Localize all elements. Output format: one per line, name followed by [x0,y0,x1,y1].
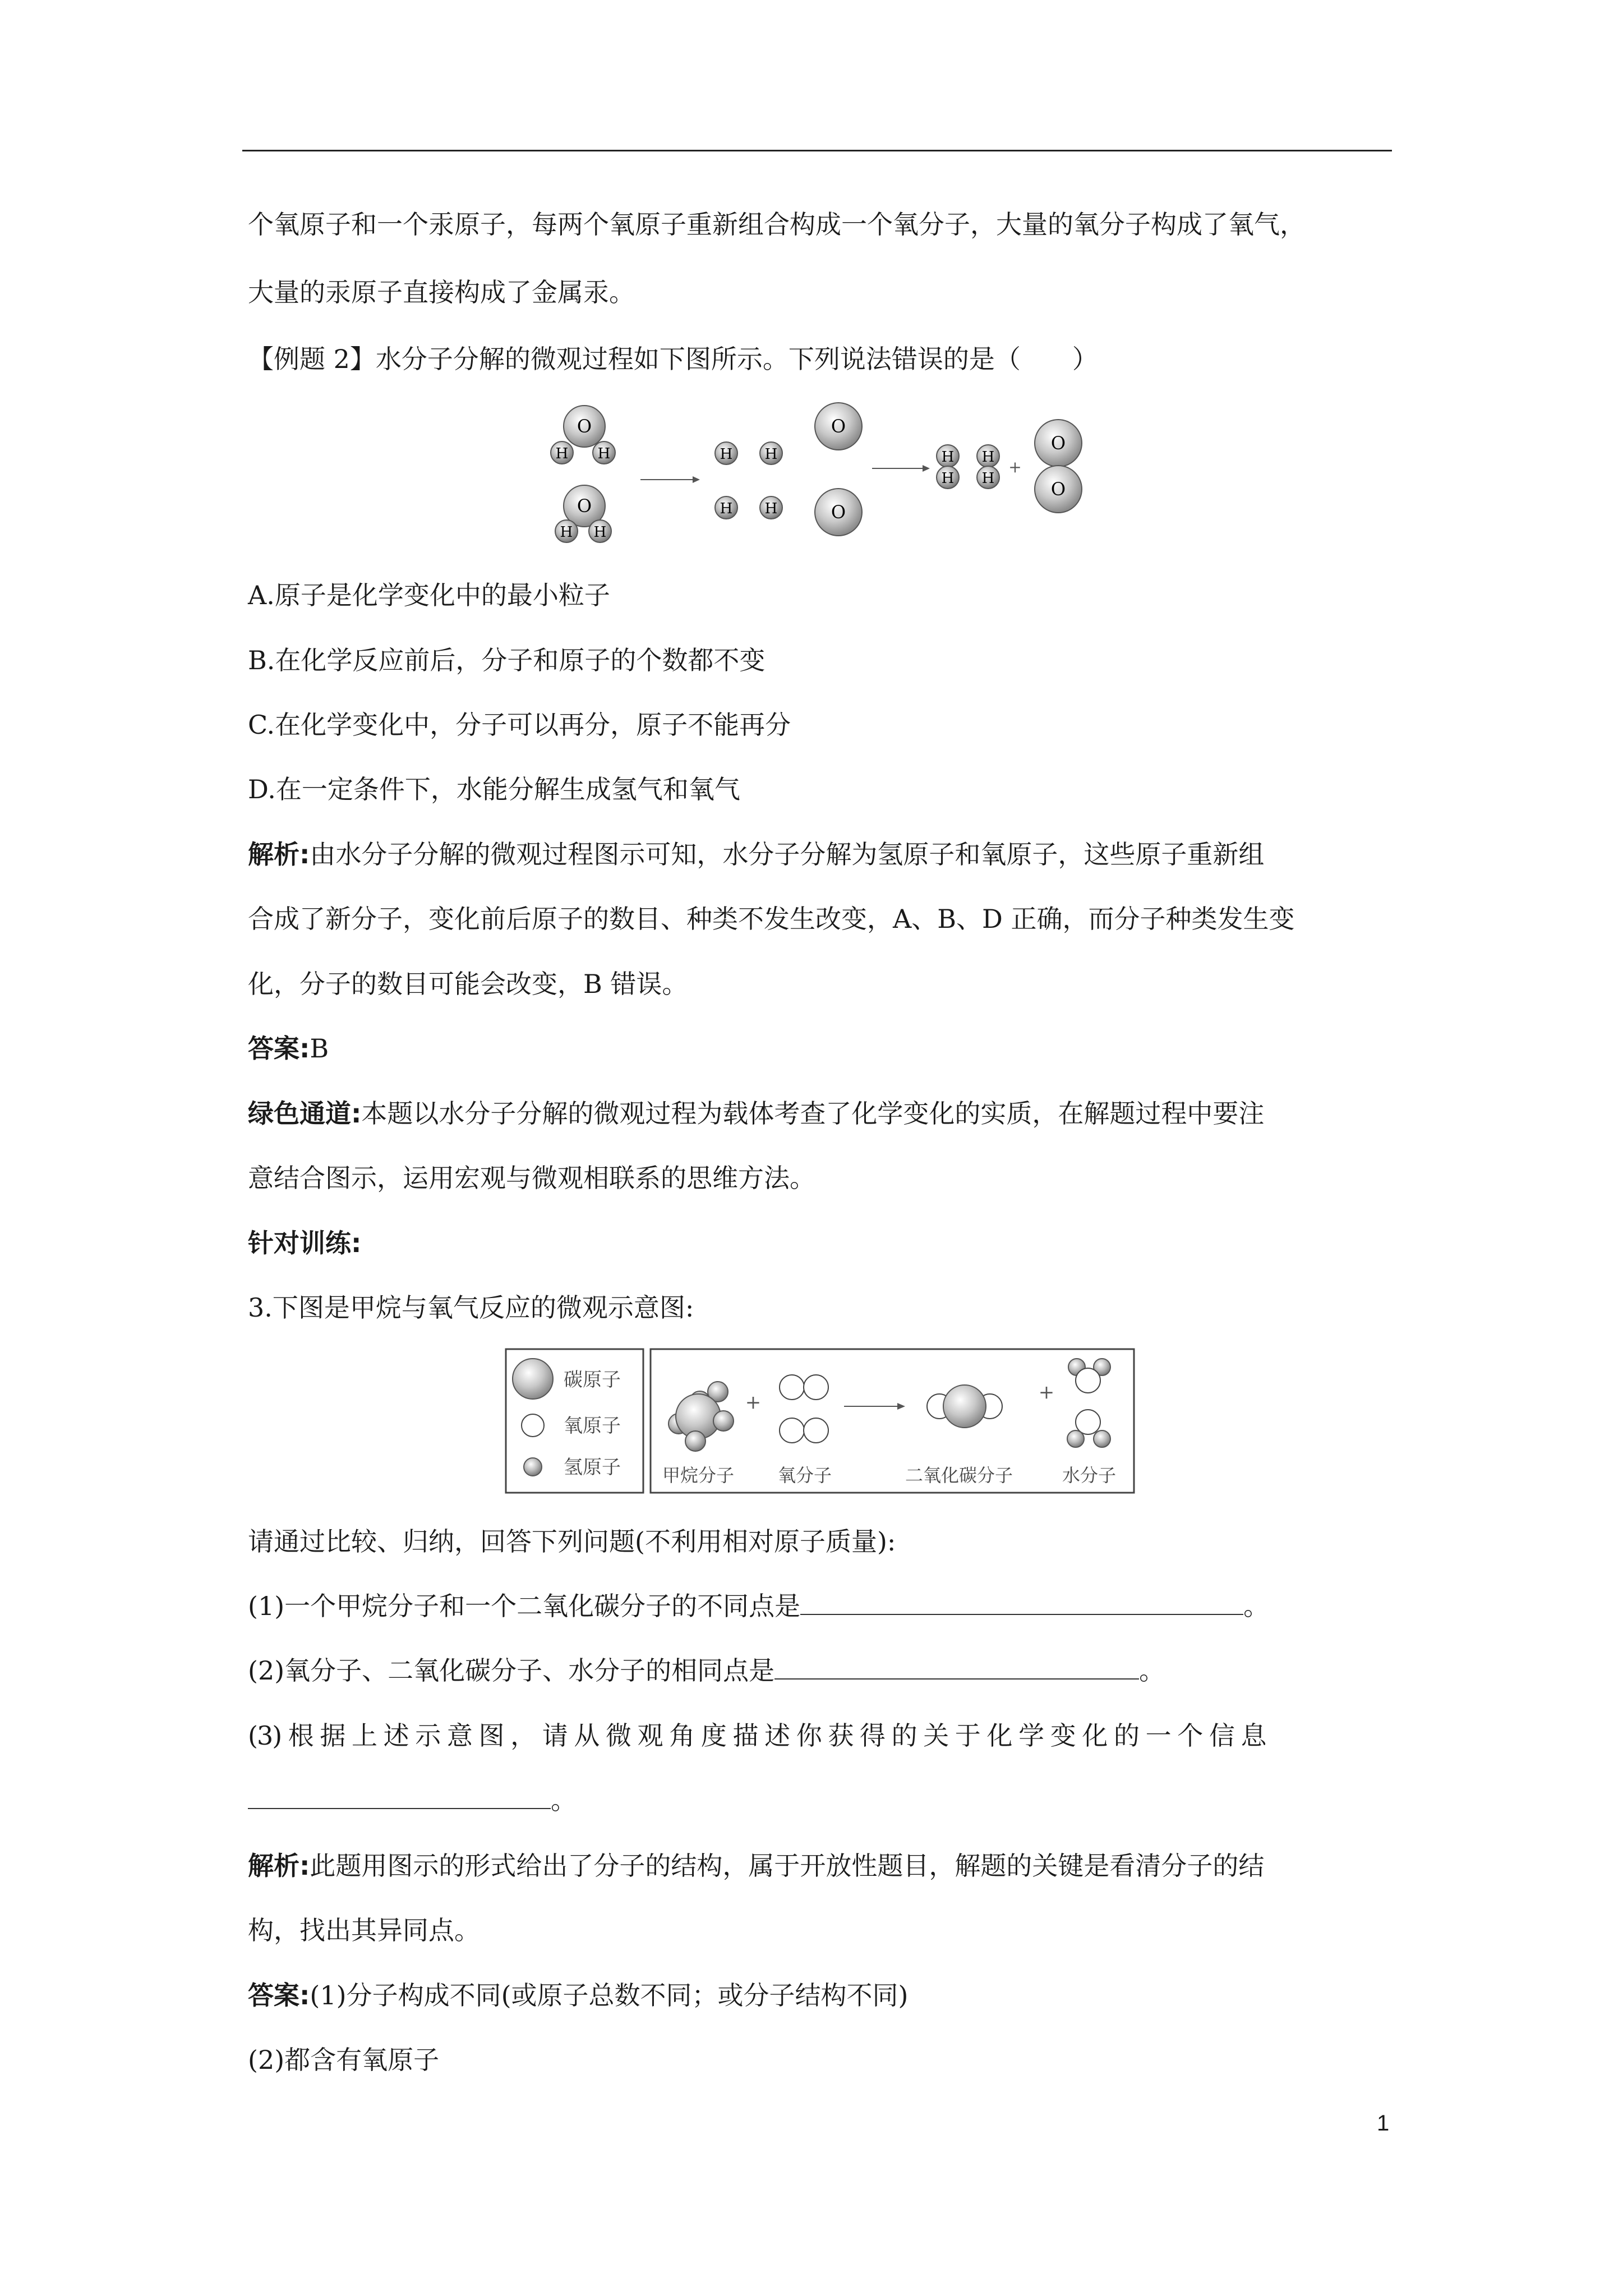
methane-molecule [668,1382,734,1451]
green-channel-label: 绿色通道: [248,1098,362,1129]
analysis-2-line: 构，找出其异同点。 [248,1915,480,1945]
practice-heading: 针对训练: [248,1228,362,1258]
svg-text:氢原子: 氢原子 [564,1456,621,1479]
option-b: B.在化学反应前后，分子和原子的个数都不变 [248,645,766,675]
text-line: 个氧原子和一个汞原子，每两个氧原子重新组合构成一个氧分子，大量的氧分子构成了氧气， [248,209,1306,240]
answer-label: 答案: [248,1980,310,2010]
oxygen-molecule [1035,420,1082,513]
svg-text:O: O [831,501,846,523]
hydrogen-atom-icon [524,1458,542,1476]
svg-text:+: + [1038,1381,1055,1404]
svg-text:H: H [593,524,607,541]
water-decomposition-figure [533,395,1094,547]
svg-text:H: H [560,524,573,541]
water-molecule [1068,1359,1110,1393]
answer-blank[interactable] [248,1783,551,1809]
example-2-question: 【例题 2】水分子分解的微观过程如下图所示。下列说法错误的是（ ） [248,344,1098,374]
svg-text:H: H [764,446,778,463]
carbon-atom-icon [513,1359,553,1399]
answer-2-line: 答案:(1)分子构成不同(或原子总数不同；或分子结构不同) [248,1980,909,2010]
question-3-part-3: (3) 根 据 上 述 示 意 图 ， 请 从 微 观 角 度 描 述 你 获 得 的 关 于 化 学 变 化 的 一 个 信 息 [248,1720,1266,1751]
oxygen-atom-icon [522,1414,544,1437]
svg-text:+: + [745,1391,762,1414]
arrow-icon [640,476,700,483]
svg-text:H: H [720,446,733,463]
svg-text:H: H [555,445,569,462]
water-molecule [555,485,611,542]
water-molecule [551,406,615,464]
svg-text:H: H [764,500,778,517]
option-c: C.在化学变化中，分子可以再分，原子不能再分 [248,710,791,740]
analysis-1-line: 合成了新分子，变化前后原子的数目、种类不发生改变，A、B、D 正确，而分子种类发生变 [248,904,1295,934]
svg-text:O: O [1050,432,1066,454]
svg-text:H: H [981,470,995,487]
svg-text:H: H [720,500,733,517]
arrow-icon [844,1403,905,1410]
green-channel-line: 意结合图示，运用宏观与微观相联系的思维方法。 [248,1163,815,1193]
option-d: D.在一定条件下，水能分解生成氢气和氧气 [248,774,740,804]
label-water: 水分子 [1062,1465,1117,1486]
question-3-intro: 请通过比较、归纳，回答下列问题(不利用相对原子质量): [248,1526,896,1557]
water-molecule [1067,1410,1110,1447]
answer-blank[interactable] [774,1654,1139,1680]
text-line: 大量的汞原子直接构成了金属汞。 [248,277,635,307]
separated-atoms [715,403,862,536]
svg-text:H: H [941,470,955,487]
svg-text:H: H [941,449,955,466]
analysis-2-line: 解析:此题用图示的形式给出了分子的结构，属于开放性题目，解题的关键是看清分子的结 [248,1851,1265,1881]
hydrogen-molecules [937,445,999,489]
question-3-part-2: (2)氧分子、二氧化碳分子、水分子的相同点是 。 [248,1654,1392,1687]
arrow-icon [872,465,930,472]
label-methane: 甲烷分子 [662,1465,735,1486]
label-oxygen: 氧分子 [777,1465,832,1486]
header-rule [242,150,1392,151]
svg-text:H: H [597,445,611,462]
question-3-part-1: (1)一个甲烷分子和一个二氧化碳分子的不同点是 。 [248,1589,1392,1623]
label-co2: 二氧化碳分子 [905,1465,1013,1486]
answer-label: 答案: [248,1033,310,1064]
analysis-1-line: 解析:由水分子分解的微观过程图示可知，水分子分解为氢原子和氧原子，这些原子重新组 [248,839,1265,869]
answer-blank[interactable] [800,1589,1243,1615]
svg-text:H: H [981,449,995,466]
question-3-part-3-blank: 。 [248,1783,1392,1817]
co2-molecule [927,1385,1002,1428]
svg-text:O: O [577,416,592,437]
option-a: A.原子是化学变化中的最小粒子 [248,580,610,610]
svg-text:氧原子: 氧原子 [564,1415,621,1437]
analysis-label: 解析: [248,839,310,869]
methane-reaction-figure [505,1348,1136,1494]
analysis-label: 解析: [248,1851,310,1881]
oxygen-molecules [780,1375,828,1443]
svg-text:碳原子: 碳原子 [564,1369,621,1391]
green-channel-line: 绿色通道:本题以水分子分解的微观过程为载体考查了化学变化的实质，在解题过程中要注 [248,1098,1265,1129]
question-3: 3.下图是甲烷与氧气反应的微观示意图: [248,1292,694,1323]
analysis-1-line: 化，分子的数目可能会改变，B 错误。 [248,969,688,999]
answer-2-line: (2)都含有氧原子 [248,2045,440,2075]
svg-text:+: + [1008,458,1022,476]
answer-1: 答案:B [248,1033,329,1064]
svg-text:O: O [831,416,846,437]
svg-text:O: O [1050,478,1066,500]
page-number: 1 [1377,2111,1390,2136]
legend [513,1359,621,1479]
svg-text:O: O [577,495,592,517]
